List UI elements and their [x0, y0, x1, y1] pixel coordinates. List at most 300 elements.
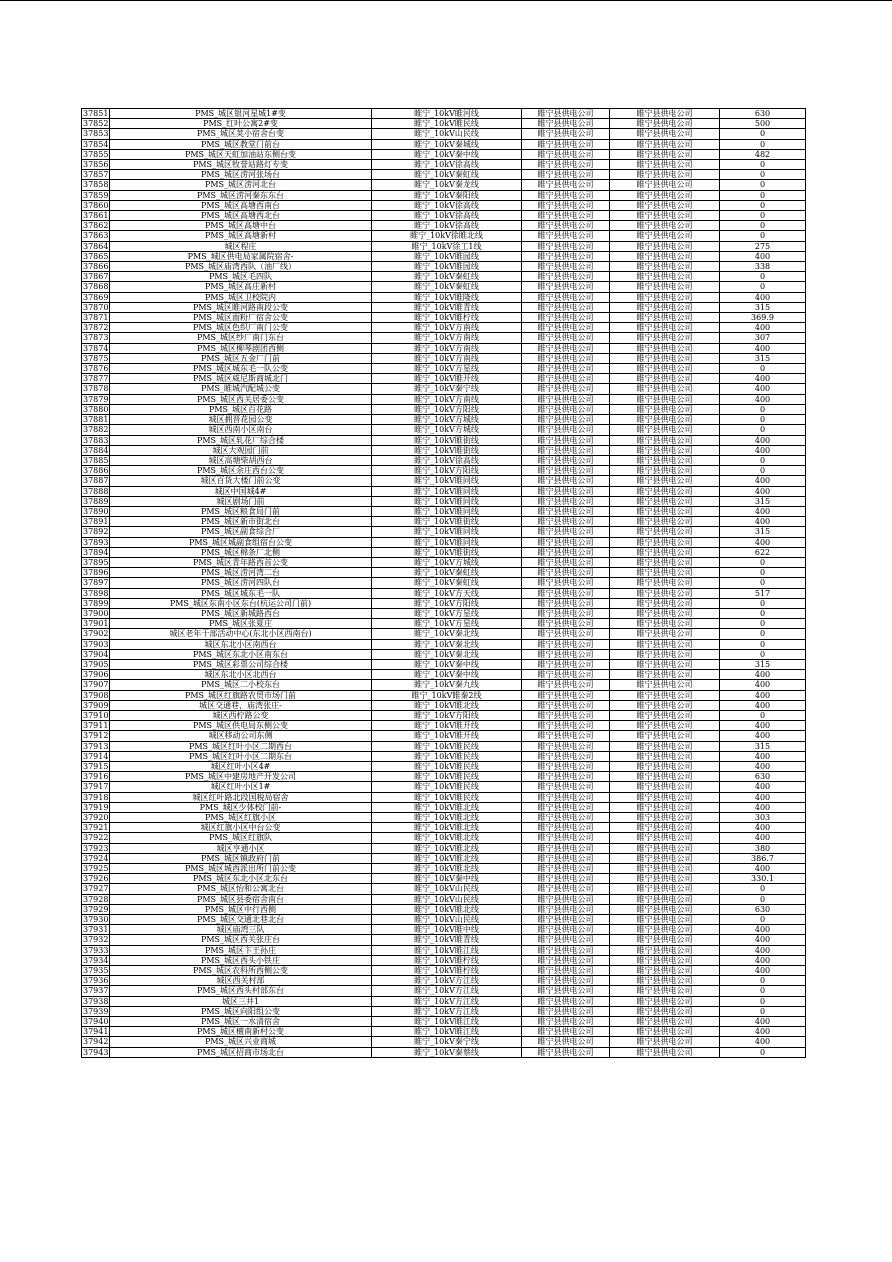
- capacity-cell: 0: [720, 231, 806, 241]
- capacity-cell: 400: [720, 506, 806, 516]
- capacity-cell: 0: [720, 282, 806, 292]
- feeder-line-cell: 睢宁_10kV睢北线: [372, 813, 522, 823]
- owner-company-cell: 睢宁县供电公司: [522, 1017, 610, 1027]
- feeder-line-cell: 睢宁_10kV秦中线: [372, 659, 522, 669]
- station-name-cell: PMS_城区涝河湾二台: [110, 568, 372, 578]
- maintainer-company-cell: 睢宁县供电公司: [610, 568, 720, 578]
- owner-company-cell: 睢宁县供电公司: [522, 721, 610, 731]
- station-name-cell: 城区三井1: [110, 996, 372, 1006]
- station-name-cell: PMS_红叶公寓2#变: [110, 119, 372, 129]
- owner-company-cell: 睢宁县供电公司: [522, 364, 610, 374]
- maintainer-company-cell: 睢宁县供电公司: [610, 741, 720, 751]
- transformer-table: [81, 108, 806, 1058]
- maintainer-company-cell: 睢宁县供电公司: [610, 731, 720, 741]
- owner-company-cell: 睢宁县供电公司: [522, 619, 610, 629]
- station-name-cell: PMS_城区向阳组公变: [110, 1006, 372, 1016]
- owner-company-cell: 睢宁县供电公司: [522, 945, 610, 955]
- feeder-line-cell: 睢宁_10kV秦虹线: [372, 282, 522, 292]
- maintainer-company-cell: 睢宁县供电公司: [610, 364, 720, 374]
- maintainer-company-cell: 睢宁县供电公司: [610, 109, 720, 119]
- owner-company-cell: 睢宁县供电公司: [522, 853, 610, 863]
- station-name-cell: PMS_城区少体校门前-: [110, 802, 372, 812]
- maintainer-company-cell: 睢宁县供电公司: [610, 649, 720, 659]
- row-id-cell: 37935: [83, 966, 109, 976]
- station-name-cell: PMS_城区中行西侧: [110, 904, 372, 914]
- owner-company-cell: 睢宁县供电公司: [522, 802, 610, 812]
- capacity-cell: 400: [720, 435, 806, 445]
- maintainer-company-cell: 睢宁县供电公司: [610, 537, 720, 547]
- row-id-cell: 37937: [83, 986, 109, 996]
- station-name-cell: PMS_城区青年路西首公变: [110, 557, 372, 567]
- maintainer-company-cell: 睢宁县供电公司: [610, 129, 720, 139]
- maintainer-company-cell: 睢宁县供电公司: [610, 996, 720, 1006]
- row-id-cell: 37883: [83, 435, 109, 445]
- maintainer-company-cell: 睢宁县供电公司: [610, 302, 720, 312]
- station-name-cell: PMS_城区高塘中台: [110, 221, 372, 231]
- station-name-cell: PMS_城区红叶小区二期西台: [110, 741, 372, 751]
- capacity-cell: 0: [720, 608, 806, 618]
- station-name-cell: PMS_城区高庄新村: [110, 282, 372, 292]
- maintainer-company-cell: 睢宁县供电公司: [610, 292, 720, 302]
- capacity-cell: 0: [720, 425, 806, 435]
- maintainer-company-cell: 睢宁县供电公司: [610, 639, 720, 649]
- owner-company-cell: 睢宁县供电公司: [522, 241, 610, 251]
- table-row: [82, 1037, 806, 1047]
- table-row: [82, 109, 806, 119]
- owner-company-cell: 睢宁县供电公司: [522, 690, 610, 700]
- capacity-cell: 0: [720, 364, 806, 374]
- feeder-line-cell: 睢宁_10kV睢街线: [372, 547, 522, 557]
- capacity-cell: 0: [720, 455, 806, 465]
- maintainer-company-cell: 睢宁县供电公司: [610, 955, 720, 965]
- table-row: [82, 762, 806, 772]
- feeder-line-cell: 睢宁_10kV秦虹线: [372, 578, 522, 588]
- capacity-cell: 400: [720, 486, 806, 496]
- table-row: [82, 1006, 806, 1016]
- station-name-cell: PMS_城区牧誉站路灯专变: [110, 160, 372, 170]
- capacity-cell: 400: [720, 690, 806, 700]
- owner-company-cell: 睢宁县供电公司: [522, 537, 610, 547]
- owner-company-cell: 睢宁县供电公司: [522, 404, 610, 414]
- capacity-cell: 0: [720, 996, 806, 1006]
- maintainer-company-cell: 睢宁县供电公司: [610, 486, 720, 496]
- table-row: [82, 843, 806, 853]
- maintainer-company-cell: 睢宁县供电公司: [610, 670, 720, 680]
- station-name-cell: 城区中国城4#: [110, 486, 372, 496]
- station-name-cell: PMS_城区镇政府门前: [110, 853, 372, 863]
- owner-company-cell: 睢宁县供电公司: [522, 302, 610, 312]
- maintainer-company-cell: 睢宁县供电公司: [610, 425, 720, 435]
- capacity-cell: 500: [720, 119, 806, 129]
- feeder-line-cell: 睢宁_10kV秦中线: [372, 149, 522, 159]
- owner-company-cell: 睢宁县供电公司: [522, 119, 610, 129]
- capacity-cell: 0: [720, 629, 806, 639]
- table-row: [82, 160, 806, 170]
- owner-company-cell: 睢宁县供电公司: [522, 568, 610, 578]
- maintainer-company-cell: 睢宁县供电公司: [610, 160, 720, 170]
- capacity-cell: 400: [720, 384, 806, 394]
- owner-company-cell: 睢宁县供电公司: [522, 547, 610, 557]
- table-row: [82, 915, 806, 925]
- capacity-cell: 0: [720, 129, 806, 139]
- owner-company-cell: 睢宁县供电公司: [522, 935, 610, 945]
- table-row: [82, 262, 806, 272]
- row-id-cell: 37901: [83, 619, 109, 629]
- owner-company-cell: 睢宁县供电公司: [522, 884, 610, 894]
- station-name-cell: PMS_城区西关张庄台: [110, 935, 372, 945]
- row-id-cell: 37882: [83, 425, 109, 435]
- owner-company-cell: 睢宁县供电公司: [522, 231, 610, 241]
- row-id-cell: 37872: [83, 323, 109, 333]
- maintainer-company-cell: 睢宁县供电公司: [610, 547, 720, 557]
- row-id-cell: 37862: [83, 221, 109, 231]
- row-id-cell: 37871: [83, 313, 109, 323]
- table-row: [82, 221, 806, 231]
- feeder-line-cell: 睢宁_10kV山民线: [372, 894, 522, 904]
- table-row: [82, 659, 806, 669]
- table-row: [82, 578, 806, 588]
- row-id-cell: 37877: [83, 374, 109, 384]
- maintainer-company-cell: 睢宁县供电公司: [610, 619, 720, 629]
- capacity-cell: 386.7: [720, 853, 806, 863]
- station-name-cell: PMS_城区供电局家属院宿舍-: [110, 251, 372, 261]
- owner-company-cell: 睢宁县供电公司: [522, 527, 610, 537]
- feeder-line-cell: 睢宁_10kV徐工1线: [372, 241, 522, 251]
- table-row: [82, 680, 806, 690]
- capacity-cell: 400: [720, 966, 806, 976]
- owner-company-cell: 睢宁县供电公司: [522, 598, 610, 608]
- feeder-line-cell: 睢宁_10kV睢民线: [372, 741, 522, 751]
- row-id-cell: 37851: [83, 109, 109, 118]
- owner-company-cell: 睢宁县供电公司: [522, 384, 610, 394]
- station-name-cell: 城区东北小区北西台: [110, 670, 372, 680]
- table-row: [82, 741, 806, 751]
- owner-company-cell: 睢宁县供电公司: [522, 986, 610, 996]
- feeder-line-cell: 睢宁_10kV睢同线: [372, 476, 522, 486]
- station-name-cell: PMS_城区卞王孙庄: [110, 945, 372, 955]
- capacity-cell: 315: [720, 496, 806, 506]
- feeder-line-cell: 睢宁_10kV睢北线: [372, 802, 522, 812]
- feeder-line-cell: 睢宁_10kV方星线: [372, 364, 522, 374]
- maintainer-company-cell: 睢宁县供电公司: [610, 333, 720, 343]
- table-row: [82, 884, 806, 894]
- maintainer-company-cell: 睢宁县供电公司: [610, 455, 720, 465]
- table-row: [82, 670, 806, 680]
- row-id-cell: 37929: [83, 904, 109, 914]
- feeder-line-cell: 睢宁_10kV方南线: [372, 323, 522, 333]
- station-name-cell: PMS_城区中建房地产开发公司: [110, 772, 372, 782]
- feeder-line-cell: 睢宁_10kV睢河线: [372, 109, 522, 119]
- row-id-cell: 37884: [83, 445, 109, 455]
- feeder-line-cell: 睢宁_10kV睢同线: [372, 537, 522, 547]
- station-name-cell: PMS_城区一水清宿舍: [110, 1017, 372, 1027]
- feeder-line-cell: 睢宁_10kV秦虹线: [372, 170, 522, 180]
- row-id-cell: 37870: [83, 302, 109, 312]
- maintainer-company-cell: 睢宁县供电公司: [610, 578, 720, 588]
- table-row: [82, 506, 806, 516]
- feeder-line-cell: 睢宁_10kV睢北线: [372, 864, 522, 874]
- owner-company-cell: 睢宁县供电公司: [522, 292, 610, 302]
- maintainer-company-cell: 睢宁县供电公司: [610, 119, 720, 129]
- maintainer-company-cell: 睢宁县供电公司: [610, 272, 720, 282]
- feeder-line-cell: 睢宁_10kV方江线: [372, 976, 522, 986]
- table-row: [82, 241, 806, 251]
- capacity-cell: 0: [720, 170, 806, 180]
- owner-company-cell: 睢宁县供电公司: [522, 506, 610, 516]
- row-id-cell: 37866: [83, 262, 109, 272]
- table-row: [82, 496, 806, 506]
- maintainer-company-cell: 睢宁县供电公司: [610, 394, 720, 404]
- owner-company-cell: 睢宁县供电公司: [522, 588, 610, 598]
- row-id-cell: 37856: [83, 160, 109, 170]
- row-id-cell: 37889: [83, 496, 109, 506]
- owner-company-cell: 睢宁县供电公司: [522, 996, 610, 1006]
- feeder-line-cell: 睢宁_10kV睢北线: [372, 904, 522, 914]
- owner-company-cell: 睢宁县供电公司: [522, 813, 610, 823]
- feeder-line-cell: 睢宁_10kV秦宁线: [372, 384, 522, 394]
- capacity-cell: 0: [720, 884, 806, 894]
- table-row: [82, 466, 806, 476]
- capacity-cell: 0: [720, 986, 806, 996]
- capacity-cell: 400: [720, 445, 806, 455]
- capacity-cell: 400: [720, 864, 806, 874]
- maintainer-company-cell: 睢宁县供电公司: [610, 435, 720, 445]
- maintainer-company-cell: 睢宁县供电公司: [610, 466, 720, 476]
- feeder-line-cell: 睢宁_10kV睢开线: [372, 721, 522, 731]
- capacity-cell: 400: [720, 721, 806, 731]
- feeder-line-cell: 睢宁_10kV方阳线: [372, 710, 522, 720]
- station-name-cell: PMS_城区天虹加油站东侧台变: [110, 149, 372, 159]
- maintainer-company-cell: 睢宁县供电公司: [610, 404, 720, 414]
- table-row: [82, 690, 806, 700]
- feeder-line-cell: 睢宁_10kV睢北线: [372, 823, 522, 833]
- row-id-cell: 37868: [83, 282, 109, 292]
- capacity-cell: 315: [720, 353, 806, 363]
- table-row: [82, 751, 806, 761]
- capacity-cell: 400: [720, 680, 806, 690]
- capacity-cell: 400: [720, 670, 806, 680]
- row-id-cell: 37939: [83, 1006, 109, 1016]
- capacity-cell: 400: [720, 1027, 806, 1037]
- station-name-cell: PMS_城区银河星城1#变: [110, 109, 372, 119]
- maintainer-company-cell: 睢宁县供电公司: [610, 282, 720, 292]
- owner-company-cell: 睢宁县供电公司: [522, 170, 610, 180]
- station-name-cell: PMS_城区红旗路农贸市场门前: [110, 690, 372, 700]
- row-id-cell: 37873: [83, 333, 109, 343]
- owner-company-cell: 睢宁县供电公司: [522, 557, 610, 567]
- station-name-cell: PMS_城区荚小宿舍台变: [110, 129, 372, 139]
- row-id-cell: 37859: [83, 190, 109, 200]
- station-name-cell: PMS_城区高塘西南台: [110, 200, 372, 210]
- station-name-cell: PMS_城区卫校院内: [110, 292, 372, 302]
- station-name-cell: PMS_城区交通北巷北台: [110, 915, 372, 925]
- owner-company-cell: 睢宁县供电公司: [522, 864, 610, 874]
- row-id-cell: 37915: [83, 762, 109, 771]
- feeder-line-cell: 睢宁_10kV秦虹线: [372, 568, 522, 578]
- station-name-cell: PMS_城区彩票公司综合楼: [110, 659, 372, 669]
- row-id-cell: 37936: [83, 976, 109, 986]
- maintainer-company-cell: 睢宁县供电公司: [610, 945, 720, 955]
- capacity-cell: 307: [720, 333, 806, 343]
- row-id-cell: 37853: [83, 129, 109, 139]
- table-row: [82, 608, 806, 618]
- row-id-cell: 37904: [83, 649, 109, 659]
- row-id-cell: 37919: [83, 802, 109, 812]
- maintainer-company-cell: 睢宁县供电公司: [610, 629, 720, 639]
- capacity-cell: 400: [720, 762, 806, 772]
- maintainer-company-cell: 睢宁县供电公司: [610, 608, 720, 618]
- feeder-line-cell: 睢宁_10kV方城线: [372, 415, 522, 425]
- table-row: [82, 435, 806, 445]
- station-name-cell: 城区百货大楼门前公变: [110, 476, 372, 486]
- table-row: [82, 700, 806, 710]
- capacity-cell: 275: [720, 241, 806, 251]
- station-name-cell: 城区西柠路公变: [110, 710, 372, 720]
- capacity-cell: 400: [720, 731, 806, 741]
- feeder-line-cell: 睢宁_10kV方天线: [372, 588, 522, 598]
- capacity-cell: 400: [720, 537, 806, 547]
- maintainer-company-cell: 睢宁县供电公司: [610, 966, 720, 976]
- feeder-line-cell: 睢宁_10kV睢开线: [372, 731, 522, 741]
- owner-company-cell: 睢宁县供电公司: [522, 486, 610, 496]
- maintainer-company-cell: 睢宁县供电公司: [610, 986, 720, 996]
- maintainer-company-cell: 睢宁县供电公司: [610, 762, 720, 772]
- maintainer-company-cell: 睢宁县供电公司: [610, 1006, 720, 1016]
- table-row: [82, 200, 806, 210]
- owner-company-cell: 睢宁县供电公司: [522, 578, 610, 588]
- station-name-cell: 城区西关村部: [110, 976, 372, 986]
- capacity-cell: 0: [720, 619, 806, 629]
- station-name-cell: PMS_城区庙湾西队（油厂线）: [110, 262, 372, 272]
- row-id-cell: 37928: [83, 894, 109, 904]
- feeder-line-cell: 睢宁_10kV睢同线: [372, 506, 522, 516]
- maintainer-company-cell: 睢宁县供电公司: [610, 313, 720, 323]
- owner-company-cell: 睢宁县供电公司: [522, 741, 610, 751]
- feeder-line-cell: 睢宁_10kV徐睢北线: [372, 231, 522, 241]
- feeder-line-cell: 睢宁_10kV睢同线: [372, 486, 522, 496]
- maintainer-company-cell: 睢宁县供电公司: [610, 200, 720, 210]
- table-row: [82, 149, 806, 159]
- station-name-cell: PMS_城区五金厂门前: [110, 353, 372, 363]
- station-name-cell: PMS_城区西头小铁庄: [110, 955, 372, 965]
- table-row: [82, 1027, 806, 1037]
- table-row: [82, 302, 806, 312]
- row-id-cell: 37897: [83, 578, 109, 588]
- maintainer-company-cell: 睢宁县供电公司: [610, 241, 720, 251]
- row-id-cell: 37917: [83, 782, 109, 792]
- maintainer-company-cell: 睢宁县供电公司: [610, 1037, 720, 1047]
- row-id-cell: 37898: [83, 588, 109, 598]
- table-row: [82, 292, 806, 302]
- row-id-cell: 37893: [83, 537, 109, 547]
- maintainer-company-cell: 睢宁县供电公司: [610, 262, 720, 272]
- table-row: [82, 323, 806, 333]
- capacity-cell: 622: [720, 547, 806, 557]
- table-row: [82, 904, 806, 914]
- feeder-line-cell: 睢宁_10kV睢江线: [372, 1027, 522, 1037]
- row-id-cell: 37931: [83, 925, 109, 935]
- maintainer-company-cell: 睢宁县供电公司: [610, 598, 720, 608]
- owner-company-cell: 睢宁县供电公司: [522, 343, 610, 353]
- feeder-line-cell: 睢宁_10kV睢街线: [372, 517, 522, 527]
- maintainer-company-cell: 睢宁县供电公司: [610, 588, 720, 598]
- capacity-cell: 630: [720, 109, 806, 119]
- station-name-cell: 城区红叶路北段国税局宿舍: [110, 792, 372, 802]
- table-row: [82, 180, 806, 190]
- station-name-cell: 城区剧场门前: [110, 496, 372, 506]
- owner-company-cell: 睢宁县供电公司: [522, 190, 610, 200]
- feeder-line-cell: 睢宁_10kV徐高线: [372, 200, 522, 210]
- table-row: [82, 710, 806, 720]
- feeder-line-cell: 睢宁_10kV方阳线: [372, 598, 522, 608]
- maintainer-company-cell: 睢宁县供电公司: [610, 1047, 720, 1057]
- station-name-cell: 城区红旗小区中台公变: [110, 823, 372, 833]
- station-name-cell: 城区红叶小区4#: [110, 762, 372, 772]
- row-id-cell: 37852: [83, 119, 109, 129]
- capacity-cell: 0: [720, 221, 806, 231]
- maintainer-company-cell: 睢宁县供电公司: [610, 915, 720, 925]
- table-row: [82, 864, 806, 874]
- station-name-cell: PMS_城区二小校东台: [110, 680, 372, 690]
- station-name-cell: PMS_城区张夏庄: [110, 619, 372, 629]
- row-id-cell: 37913: [83, 741, 109, 751]
- table-row: [82, 874, 806, 884]
- maintainer-company-cell: 睢宁县供电公司: [610, 813, 720, 823]
- maintainer-company-cell: 睢宁县供电公司: [610, 894, 720, 904]
- owner-company-cell: 睢宁县供电公司: [522, 262, 610, 272]
- table-row: [82, 557, 806, 567]
- row-id-cell: 37938: [83, 996, 109, 1006]
- station-name-cell: PMS_城区东北小区北东台: [110, 874, 372, 884]
- feeder-line-cell: 睢宁_10kV睢江线: [372, 945, 522, 955]
- feeder-line-cell: 睢宁_10kV方南线: [372, 343, 522, 353]
- owner-company-cell: 睢宁县供电公司: [522, 313, 610, 323]
- row-id-cell: 37865: [83, 251, 109, 261]
- table-row: [82, 996, 806, 1006]
- row-id-cell: 37933: [83, 945, 109, 955]
- capacity-cell: 0: [720, 578, 806, 588]
- row-id-cell: 37914: [83, 751, 109, 761]
- owner-company-cell: 睢宁县供电公司: [522, 211, 610, 221]
- table-row: [82, 945, 806, 955]
- row-id-cell: 37869: [83, 292, 109, 302]
- station-name-cell: PMS_城区城副食组宿台公变: [110, 537, 372, 547]
- capacity-cell: 630: [720, 904, 806, 914]
- maintainer-company-cell: 睢宁县供电公司: [610, 792, 720, 802]
- row-id-cell: 37860: [83, 200, 109, 210]
- feeder-line-cell: 睢宁_10kV睢民线: [372, 119, 522, 129]
- owner-company-cell: 睢宁县供电公司: [522, 1006, 610, 1016]
- table-row: [82, 343, 806, 353]
- row-id-cell: 37863: [83, 231, 109, 241]
- station-name-cell: PMS_城区招商市场北台: [110, 1047, 372, 1057]
- station-name-cell: PMS_城区涝河四队台: [110, 578, 372, 588]
- feeder-line-cell: 睢宁_10kV睢园线: [372, 262, 522, 272]
- capacity-cell: 400: [720, 782, 806, 792]
- capacity-cell: 315: [720, 659, 806, 669]
- table-row: [82, 721, 806, 731]
- table-row: [82, 139, 806, 149]
- feeder-line-cell: 睢宁_10kV方城线: [372, 425, 522, 435]
- table-row: [82, 455, 806, 465]
- row-id-cell: 37934: [83, 955, 109, 965]
- maintainer-company-cell: 睢宁县供电公司: [610, 517, 720, 527]
- feeder-line-cell: 睢宁_10kV秦中线: [372, 670, 522, 680]
- owner-company-cell: 睢宁县供电公司: [522, 160, 610, 170]
- feeder-line-cell: 睢宁_10kV徐高线: [372, 221, 522, 231]
- feeder-line-cell: 睢宁_10kV秦北线: [372, 639, 522, 649]
- capacity-cell: 315: [720, 527, 806, 537]
